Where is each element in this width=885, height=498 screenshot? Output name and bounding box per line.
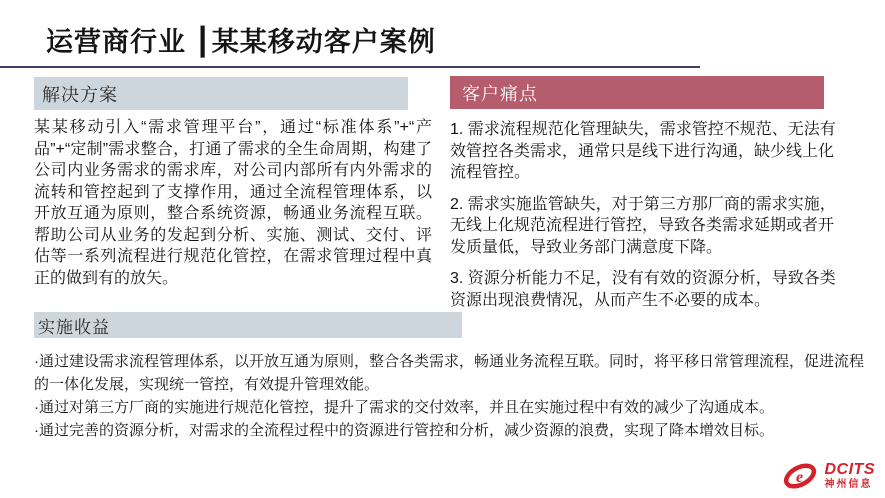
solution-header-label: 解决方案 bbox=[42, 84, 118, 105]
logo-company-name: 神州信息 bbox=[824, 479, 873, 490]
swirl-e-icon bbox=[783, 460, 821, 492]
solution-header-bar bbox=[34, 77, 408, 110]
pain-point-item: 1. 需求流程规范化管理缺失，需求管控不规范、无法有效管控各类需求，通常只是线下进行沟通，缺少线上化流程管控。 bbox=[450, 121, 836, 181]
benefit-item: ·通过对第三方厂商的实施进行规范化管控，提升了需求的交付效率，并且在实施过程中有效的减少了沟通成本。 bbox=[34, 399, 775, 416]
benefits-list bbox=[34, 350, 872, 442]
pain-point-item: 2. 需求实施监管缺失，对于第三方那厂商的需求实施，无线上化规范流程进行管控，导致各类需求延期或者开发质量低，导致业务部门满意度下降。 bbox=[450, 195, 836, 256]
benefit-item: ·通过建设需求流程管理体系，以开放互通为原则，整合各类需求，畅通业务流程互联。同时，将平移日常管理流程，促进流程的一体化发展，实现统一管控，有效提升管理效能。 bbox=[34, 353, 865, 393]
svg-text:e: e bbox=[795, 469, 803, 486]
pain-points-header-bar bbox=[450, 76, 824, 109]
title-divider bbox=[0, 66, 700, 68]
benefits-header-label: 实施收益 bbox=[38, 317, 110, 337]
logo-text-block bbox=[825, 462, 876, 490]
company-logo bbox=[783, 460, 876, 492]
logo-brand-name: DCITS bbox=[824, 461, 875, 478]
pain-point-item: 3. 资源分析能力不足，没有有效的资源分析，导致各类资源出现浪费情况，从而产生不必要的成本。 bbox=[450, 270, 836, 309]
pain-points-header-label: 客户痛点 bbox=[462, 83, 538, 104]
benefits-header-bar bbox=[34, 312, 462, 338]
benefit-item: ·通过完善的资源分析，对需求的全流程过程中的资源进行管控和分析，减少资源的浪费，实现了降本增效目标。 bbox=[34, 422, 775, 439]
page-title: 运营商行业 ┃某某移动客户案例 bbox=[46, 27, 436, 57]
pain-points-list bbox=[450, 119, 840, 321]
solution-body-text: 某某移动引入“需求管理平台”，通过“标准体系”+“产品”+“定制”需求整合，打通了需求的全生命周期，构建了公司内业务需求的需求库，对公司内部所有内外需求的流转和管控起到了支撑作用，通过全流程管理体系，以开放互通为原则，整合系统资源，畅通业务流程互联。帮助公司从业务的发起到分析、实施、测试、交付、评估等一系列流程进行规范化管控，在需求管理过程中真正的做到有的放矢。 bbox=[34, 119, 432, 287]
